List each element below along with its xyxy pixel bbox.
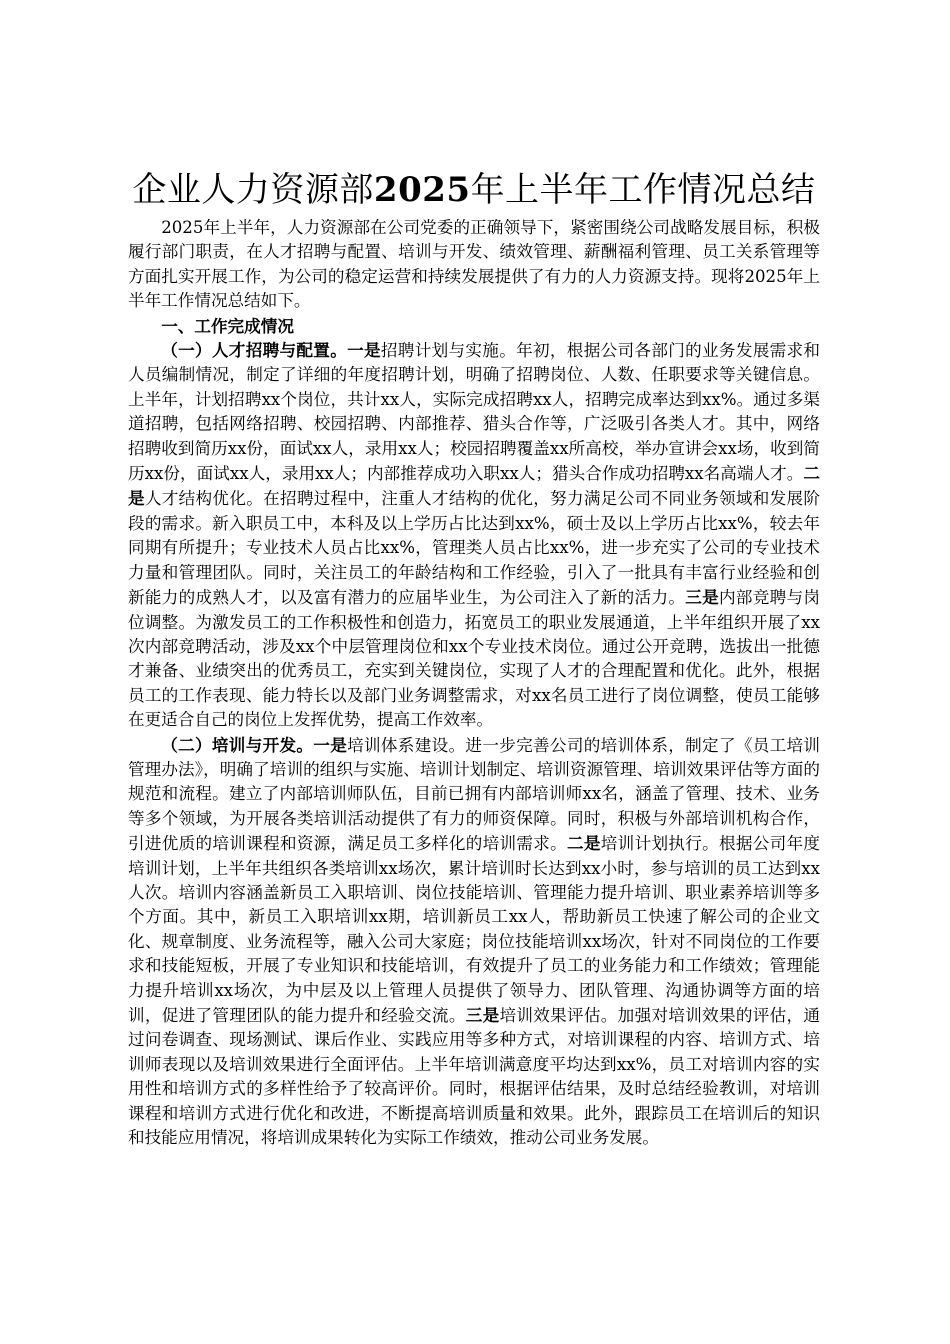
point-text: 培训体系建设。进一步完善公司的培训体系，制定了《员工培训管理办法》，明确了培训的组织与实施、培训计划制定、培训资源管理、培训效果评估等方面的规范和流程。建立了内部培训师队伍，目前已拥有内部培训师xx名，涵盖了管理、技术、业务等多个领域，为开展各类培训活动提供了有力的师资保障。同时，积极与外部培训机构合作，引进优质的培训课程和资源，满足员工多样化的培训需求。 [128, 735, 821, 854]
subsection-heading: （二）培训与开发。 [161, 734, 314, 755]
point-text: 招聘计划与实施。年初，根据公司各部门的业务发展需求和人员编制情况，制定了详细的年度招聘计划，明确了招聘岗位、人数、任职要求等关键信息。上半年，计划招聘xx个岗位，共计xx人，实际完成招聘xx人，招聘完成率达到xx%。通过多渠道招聘，包括网络招聘、校园招聘、内部推荐、猎头合作等，广泛吸引各类人才。其中，网络招聘收到简历xx份，面试xx人，录用xx人；校园招聘覆盖xx所高校，举办宣讲会xx场，收到简历xx份，面试xx人，录用xx人；内部推荐成功入职xx人；猎头合作成功招聘xx名高端人才。 [128, 341, 821, 484]
title-part1: 企业人力资源部 [132, 170, 374, 210]
point-text: 培训效果评估。加强对培训效果的评估，通过问卷调查、现场测试、课后作业、实践应用等多种方式，对培训课程的内容、培训方式、培训师表现以及培训效果进行全面评估。上半年培训满意度平均达到xx%，员工对培训内容的实用性和培训方式的多样性给予了较高评价。同时，根据评估结果，及时总结经验教训，对培训课程和培训方式进行优化和改进，不断提高培训质量和效果。此外，跟踪员工在培训后的知识和技能应用情况，将培训成果转化为实际工作绩效，推动公司业务发展。 [128, 1006, 821, 1148]
document-title [128, 168, 820, 212]
section-heading: 一、工作完成情况 [161, 315, 294, 336]
point-marker: 三是 [465, 1005, 500, 1025]
point-text: 人才结构优化。在招聘过程中，注重人才结构的优化，努力满足公司不同业务领域和发展阶段的需求。新入职员工中，本科及以上学历占比达到xx%，硕士及以上学历占比xx%，较去年同期有所提升；专业技术人员占比xx%，管理类人员占比xx%，进一步充实了公司的专业技术力量和管理团队。同时，关注员工的年龄结构和工作经验，引入了一批具有丰富行业经验和创新能力的成熟人才，以及富有潜力的应届毕业生，为公司注入了新的活力。 [128, 489, 821, 608]
title-year: 2025 [373, 170, 471, 210]
point-text: 内部竞聘与岗位调整。为激发员工的工作积极性和创造力，拓宽员工的职业发展通道，上半年组织开展了xx次内部竞聘活动，涉及xx个中层管理岗位和xx个专业技术岗位。通过公开竞聘，选拔出一批德才兼备、业绩突出的优秀员工，充实到关键岗位，实现了人才的合理配置和优化。此外，根据员工的工作表现、能力特长以及部门业务调整需求，对xx名员工进行了岗位调整，使员工能够在更适合自己的岗位上发挥优势，提高工作效率。 [128, 588, 821, 730]
title-part2: 年上半年工作情况总结 [470, 170, 816, 210]
subsection-training [128, 733, 820, 1151]
point-marker: 一是 [313, 734, 348, 755]
document-body [128, 168, 820, 1150]
subsection-recruitment [128, 338, 820, 733]
point-marker: 二是 [567, 833, 601, 854]
point-marker: 一是 [347, 340, 381, 361]
point-marker: 三是 [685, 587, 719, 608]
intro-paragraph: 2025年上半年，人力资源部在公司党委的正确领导下，紧密围绕公司战略发展目标，积极履行部门职责，在人才招聘与配置、培训与开发、绩效管理、薪酬福利管理、员工关系管理等方面扎实开展工作，为公司的稳定运营和持续发展提供了有力的人力资源支持。现将2025年上半年工作情况总结如下。 [128, 218, 820, 311]
subsection-heading: （一）人才招聘与配置。 [161, 340, 348, 361]
point-text: 培训计划执行。根据公司年度培训计划，上半年共组织各类培训xx场次，累计培训时长达到xx小时，参与培训的员工达到xx人次。培训内容涵盖新员工入职培训、岗位技能培训、管理能力提升培训、职业素养培训等多个方面。其中，新员工入职培训xx期，培训新员工xx人，帮助新员工快速了解公司的企业文化、规章制度、业务流程等，融入公司大家庭；岗位技能培训xx场次，针对不同岗位的工作要求和技能短板，开展了专业知识和技能培训，有效提升了员工的业务能力和工作绩效；管理能力提升培训xx场次，为中层及以上管理人员提供了领导力、团队管理、沟通协调等方面的培训，促进了管理团队的能力提升和经验交流。 [128, 834, 821, 1025]
point-marker: 二是 [128, 463, 820, 509]
